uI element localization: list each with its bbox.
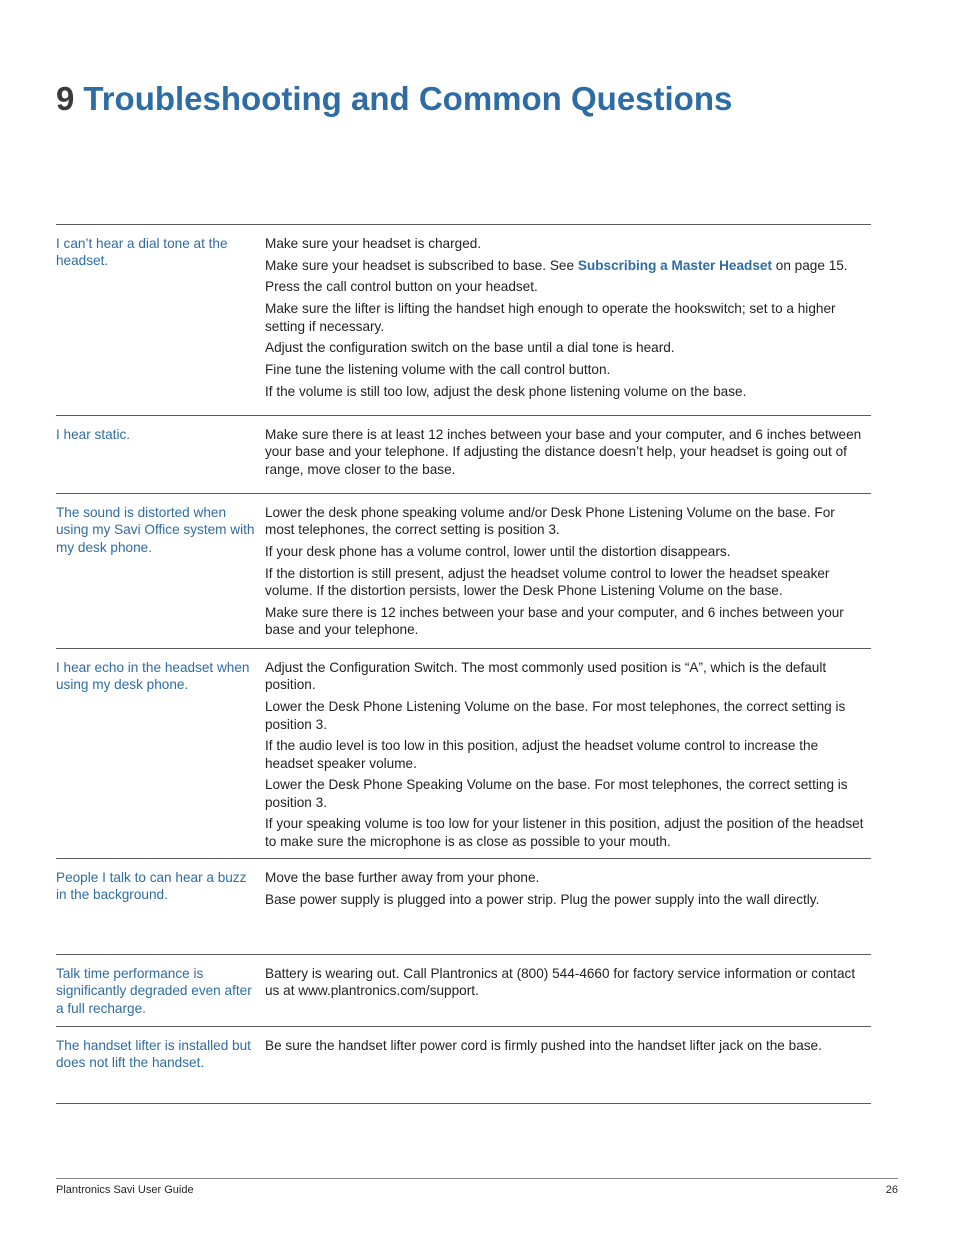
question-text: I hear echo in the headset when using my desk phone. [56, 660, 250, 693]
chapter-number: 9 [56, 80, 75, 117]
answer-item: Base power supply is plugged into a power strip. Plug the power supply into the wall directly. [265, 891, 820, 907]
answer-item: If your speaking volume is too low for your listener in this position, adjust the position of the headset to make sure the microphone is as close as possible to your mouth. [265, 816, 864, 849]
page-title [56, 78, 732, 120]
answer-item: Lower the Desk Phone Speaking Volume on the base. For most telephones, the correct setting is position 3. [265, 777, 848, 810]
answer-item: Adjust the Configuration Switch. The most commonly used position is “A”, which is the default position. [265, 660, 827, 693]
question-text: Talk time performance is significantly degraded even after a full recharge. [56, 966, 252, 1016]
answer-item: If the distortion is still present, adjust the headset volume control to lower the headset speaker volume. If the distortion persists, lower the Desk Phone Listening Volume on the base. [265, 565, 830, 599]
footer-guide-name: Plantronics Savi User Guide [56, 1184, 194, 1196]
footer-divider [56, 1178, 898, 1179]
cross-reference-link[interactable]: Subscribing a Master Headset [577, 257, 772, 273]
troubleshooting-table [56, 224, 871, 1104]
answer-list [265, 965, 865, 1004]
answer-item: Make sure the lifter is lifting the handset high enough to operate the hookswitch; set to a higher setting if necessary. [265, 301, 836, 334]
question-text: I hear static. [56, 427, 131, 442]
answer-list [265, 504, 865, 643]
answer-list [265, 1037, 865, 1059]
question-text: I can’t hear a dial tone at the headset. [56, 236, 228, 269]
table-row [56, 859, 871, 955]
answer-item: Be sure the handset lifter power cord is firmly pushed into the handset lifter jack on the base. [265, 1038, 822, 1053]
answer-item: Make sure your headset is charged. [265, 236, 482, 251]
table-row [56, 649, 871, 859]
answer-list [265, 659, 865, 855]
answer-item [265, 257, 865, 274]
answer-item: If the volume is still too low, adjust the desk phone listening volume on the base. [265, 383, 747, 399]
answer-item: Make sure there is 12 inches between your base and your computer, and 6 inches between your base and your telephone. [265, 604, 844, 638]
question-text: The sound is distorted when using my Savi Office system with my desk phone. [56, 505, 255, 555]
answer-list [265, 235, 865, 404]
footer-page-number: 26 [885, 1184, 898, 1196]
table-row [56, 494, 871, 649]
answer-item: Press the call control button on your headset. [265, 279, 538, 295]
table-row [56, 416, 871, 494]
table-row [56, 955, 871, 1027]
answer-item: Fine tune the listening volume with the call control button. [265, 361, 611, 377]
answer-item: Battery is wearing out. Call Plantronics at (800) 544-4660 for factory service information or contact us at www.plantronics.com/support. [265, 966, 856, 999]
answer-item: Move the base further away from your phone. [265, 870, 540, 885]
answer-list [265, 426, 865, 483]
answer-list [265, 869, 865, 912]
answer-item: Make sure there is at least 12 inches between your base and your computer, and 6 inches between your base and your telephone. If adjusting the distance doesn’t help, your headset is going out of range, move closer to the base. [265, 427, 862, 477]
table-row [56, 225, 871, 416]
answer-item: If the audio level is too low in this position, adjust the headset volume control to increase the headset speaker volume. [265, 738, 819, 771]
table-row [56, 1027, 871, 1104]
chapter-title: Troubleshooting and Common Questions [83, 80, 733, 117]
question-text: The handset lifter is installed but does not lift the handset. [56, 1038, 251, 1071]
answer-item: Lower the desk phone speaking volume and/or Desk Phone Listening Volume on the base. For most telephones, the correct setting is position 3. [265, 505, 835, 538]
answer-text: on page 15. [772, 257, 848, 273]
question-text: People I talk to can hear a buzz in the background. [56, 870, 247, 903]
answer-item: Adjust the configuration switch on the base until a dial tone is heard. [265, 340, 675, 356]
answer-text: Make sure your headset is subscribed to base. See [265, 257, 578, 273]
answer-item: Lower the Desk Phone Listening Volume on the base. For most telephones, the correct setting is position 3. [265, 699, 846, 732]
answer-item: If your desk phone has a volume control, lower until the distortion disappears. [265, 544, 731, 560]
